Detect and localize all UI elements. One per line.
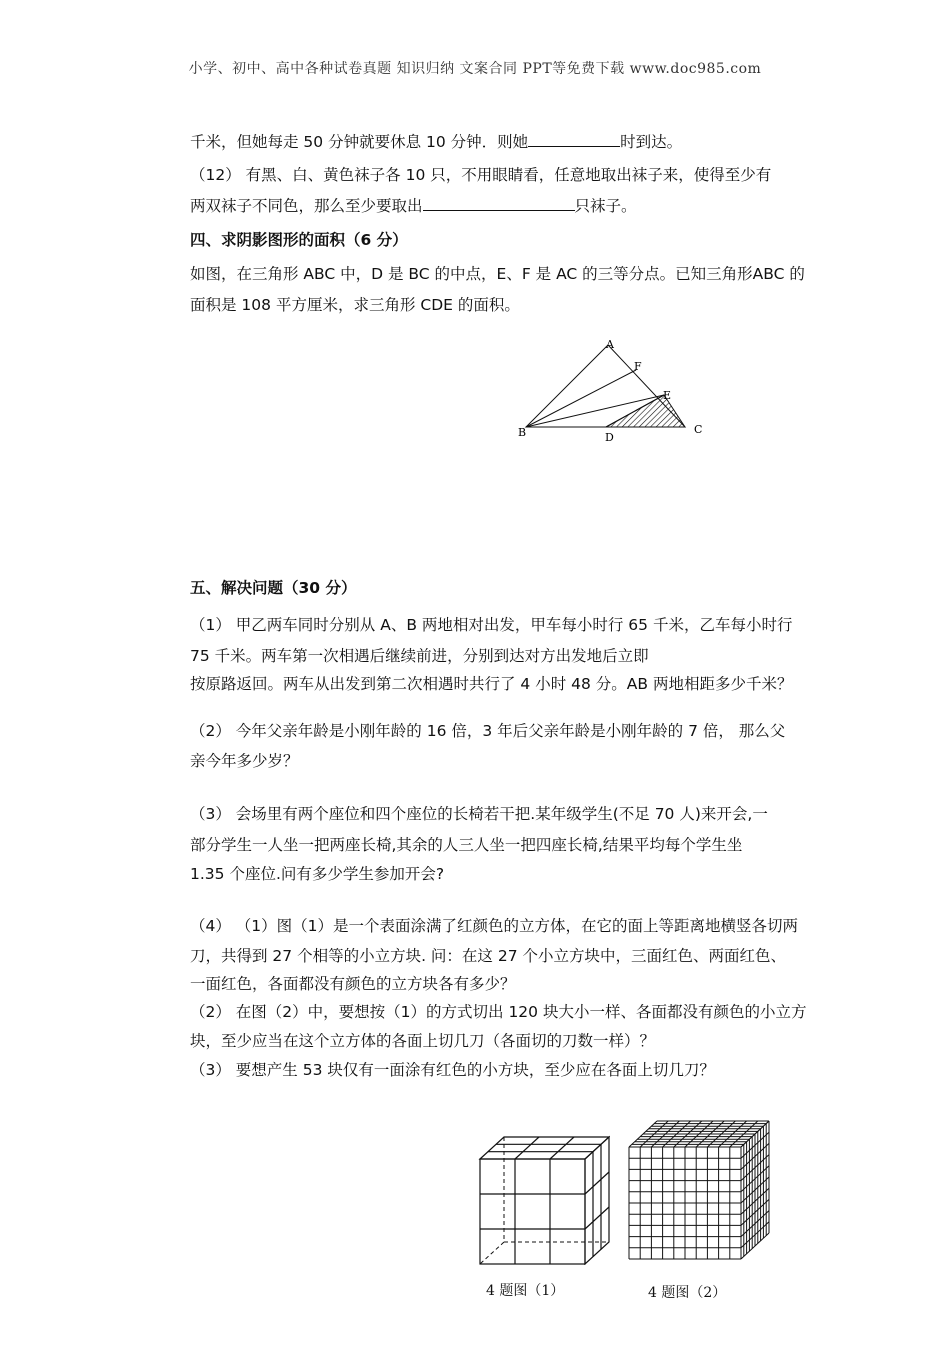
label-f: F xyxy=(634,360,642,373)
cube-figure-2 xyxy=(625,1115,775,1265)
s5-q4-line1: （4） （1）图（1）是一个表面涂满了红颜色的立方体，在它的面上等距离地横竖各切两 xyxy=(190,917,799,935)
label-d: D xyxy=(605,431,614,444)
s5-q3-line3: 1.35 个座位.问有多少学生参加开会? xyxy=(190,865,445,883)
q12-line2 xyxy=(190,190,850,222)
q12-line1: （12） 有黑、白、黄色袜子各 10 只，不用眼睛看，任意地取出袜子来，使得至少有 xyxy=(190,166,772,184)
q11-text-post: 时到达。 xyxy=(620,133,683,151)
fig2-caption: 4 题图（2） xyxy=(648,1285,727,1301)
triangle-figure xyxy=(510,335,710,445)
q11-answer-blank xyxy=(528,130,620,147)
section5-title: 五、解决问题（30 分） xyxy=(190,579,357,597)
label-b: B xyxy=(518,426,527,439)
fig1-caption: 4 题图（1） xyxy=(486,1283,565,1299)
s5-q4-line4: （2） 在图（2）中，要想按（1）的方式切出 120 块大小一样、各面都没有颜色的小立方 xyxy=(190,1003,807,1021)
label-a: A xyxy=(606,338,614,351)
s5-q3-line2: 部分学生一人坐一把两座长椅,其余的人三人坐一把四座长椅,结果平均每个学生坐 xyxy=(190,836,743,854)
segment-bf xyxy=(526,370,636,427)
q11-text-pre: 千米，但她每走 50 分钟就要休息 10 分钟．则她 xyxy=(190,133,529,151)
section4-title: 四、求阴影图形的面积（6 分） xyxy=(190,231,408,249)
section4-line1: 如图，在三角形 ABC 中，D 是 BC 的中点，E、F 是 AC 的三等分点。已知三角形ABC 的 xyxy=(190,265,805,283)
cube-figure-1 xyxy=(470,1135,610,1265)
q12-answer-blank xyxy=(423,194,575,211)
q11-line xyxy=(190,126,850,158)
q12-text-pre: 两双袜子不同色，那么至少要取出 xyxy=(190,197,423,215)
label-c: C xyxy=(694,423,703,436)
s5-q1-line1: （1） 甲乙两车同时分别从 A、B 两地相对出发，甲车每小时行 65 千米，乙车每小时行 xyxy=(190,616,793,634)
s5-q3-line1: （3） 会场里有两个座位和四个座位的长椅若干把.某年级学生(不足 70 人)来开会,一 xyxy=(190,805,768,823)
s5-q2-line2: 亲今年多少岁？ xyxy=(190,752,299,770)
section4-line2: 面积是 108 平方厘米，求三角形 CDE 的面积。 xyxy=(190,296,520,314)
s5-q4-line6: （3） 要想产生 53 块仅有一面涂有红色的小方块，至少应在各面上切几刀？ xyxy=(190,1061,715,1079)
s5-q4-line3: 一面红色，各面都没有颜色的立方块各有多少？ xyxy=(190,975,516,993)
s5-q4-line5: 块，至少应当在这个立方体的各面上切几刀（各面切的刀数一样）？ xyxy=(190,1032,656,1050)
s5-q1-line2: 75 千米。两车第一次相遇后继续前进，分别到达对方出发地后立即 xyxy=(190,647,649,665)
s5-q2-line1: （2） 今年父亲年龄是小刚年龄的 16 倍，3 年后父亲年龄是小刚年龄的 7 倍， 那么父 xyxy=(190,722,786,740)
label-e: E xyxy=(663,389,672,402)
q12-text-post: 只袜子。 xyxy=(574,197,637,215)
s5-q4-line2: 刀，共得到 27 个相等的小立方块. 问：在这 27 个小立方块中，三面红色、两面红色、 xyxy=(190,947,787,965)
page-header: 小学、初中、高中各种试卷真题 知识归纳 文案合同 PPT等免费下载 www.doc985.com xyxy=(188,61,762,77)
s5-q1-line3: 按原路返回。两车从出发到第二次相遇时共行了 4 小时 48 分。AB 两地相距多少千米？ xyxy=(190,675,793,693)
